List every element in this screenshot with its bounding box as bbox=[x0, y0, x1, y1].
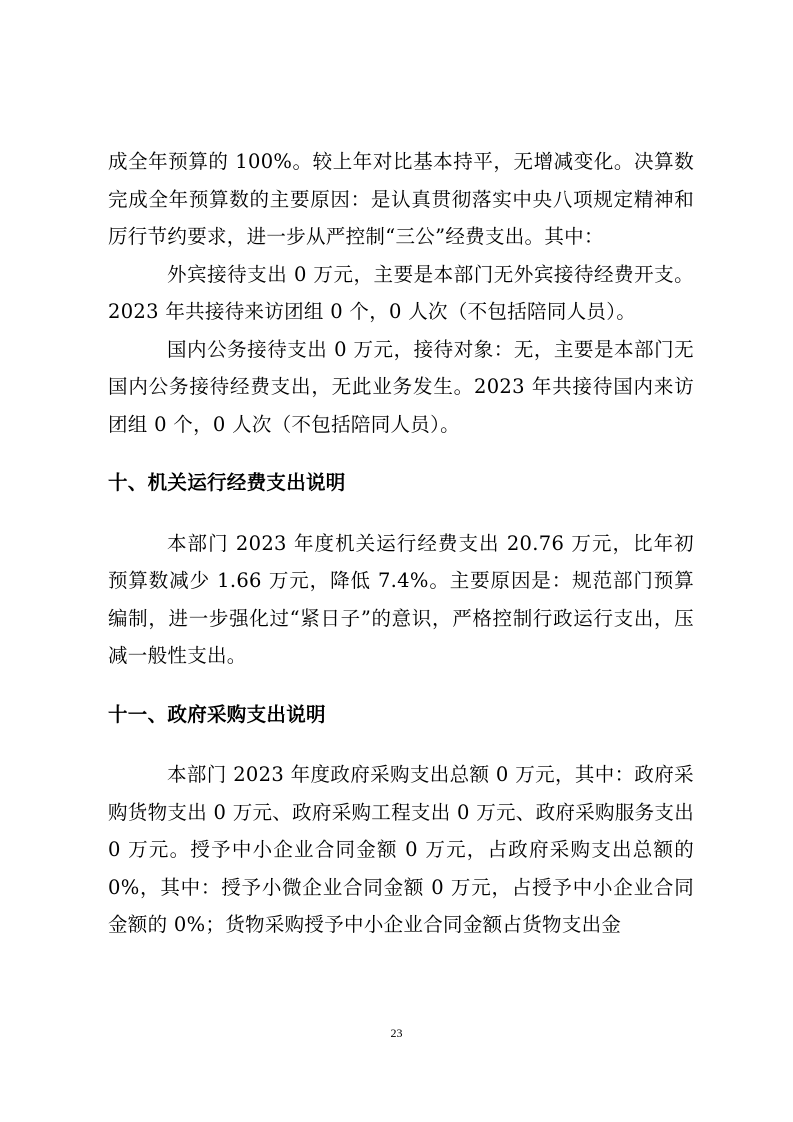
paragraph-three-public-expenses-summary: 成全年预算的 100%。较上年对比基本持平，无增减变化。决算数完成全年预算数的主要原因：是认真贯彻落实中央八项规定精神和厉行节约要求，进一步从严控制“三公”经费支出。其中： bbox=[108, 150, 694, 248]
page-number: 23 bbox=[390, 1026, 403, 1040]
paragraph-operating-expenses: 本部门 2023 年度机关运行经费支出 20.76 万元，比年初预算数减少 1.66 万元，降低 7.4%。主要原因是：规范部门预算编制，进一步强化过“紧日子”的意识，严格控制行政运行支出，压减一般性支出。 bbox=[108, 531, 694, 667]
paragraph-government-procurement: 本部门 2023 年度政府采购支出总额 0 万元，其中：政府采购货物支出 0 万元、政府采购工程支出 0 万元、政府采购服务支出 0 万元。授予中小企业合同金额 0 万元，占政府采购支出总额的 0%，其中：授予小微企业合同金额 0 万元，占授予中小企业合同金额的 0%；货物采购授予中小企业合同金额占货物支出金 bbox=[108, 763, 695, 936]
section-heading-operating-expenses: 十、机关运行经费支出说明 bbox=[108, 471, 346, 494]
page-content bbox=[108, 143, 694, 944]
paragraph-domestic-reception: 国内公务接待支出 0 万元，接待对象：无，主要是本部门无国内公务接待经费支出，无此业务发生。2023 年共接待国内来访团组 0 个，0 人次（不包括陪同人员）。 bbox=[108, 337, 694, 436]
paragraph-foreign-reception: 外宾接待支出 0 万元，主要是本部门无外宾接待经费开支。2023 年共接待来访团组 0 个，0 人次（不包括陪同人员）。 bbox=[108, 262, 694, 323]
section-heading-government-procurement: 十一、政府采购支出说明 bbox=[108, 702, 326, 726]
